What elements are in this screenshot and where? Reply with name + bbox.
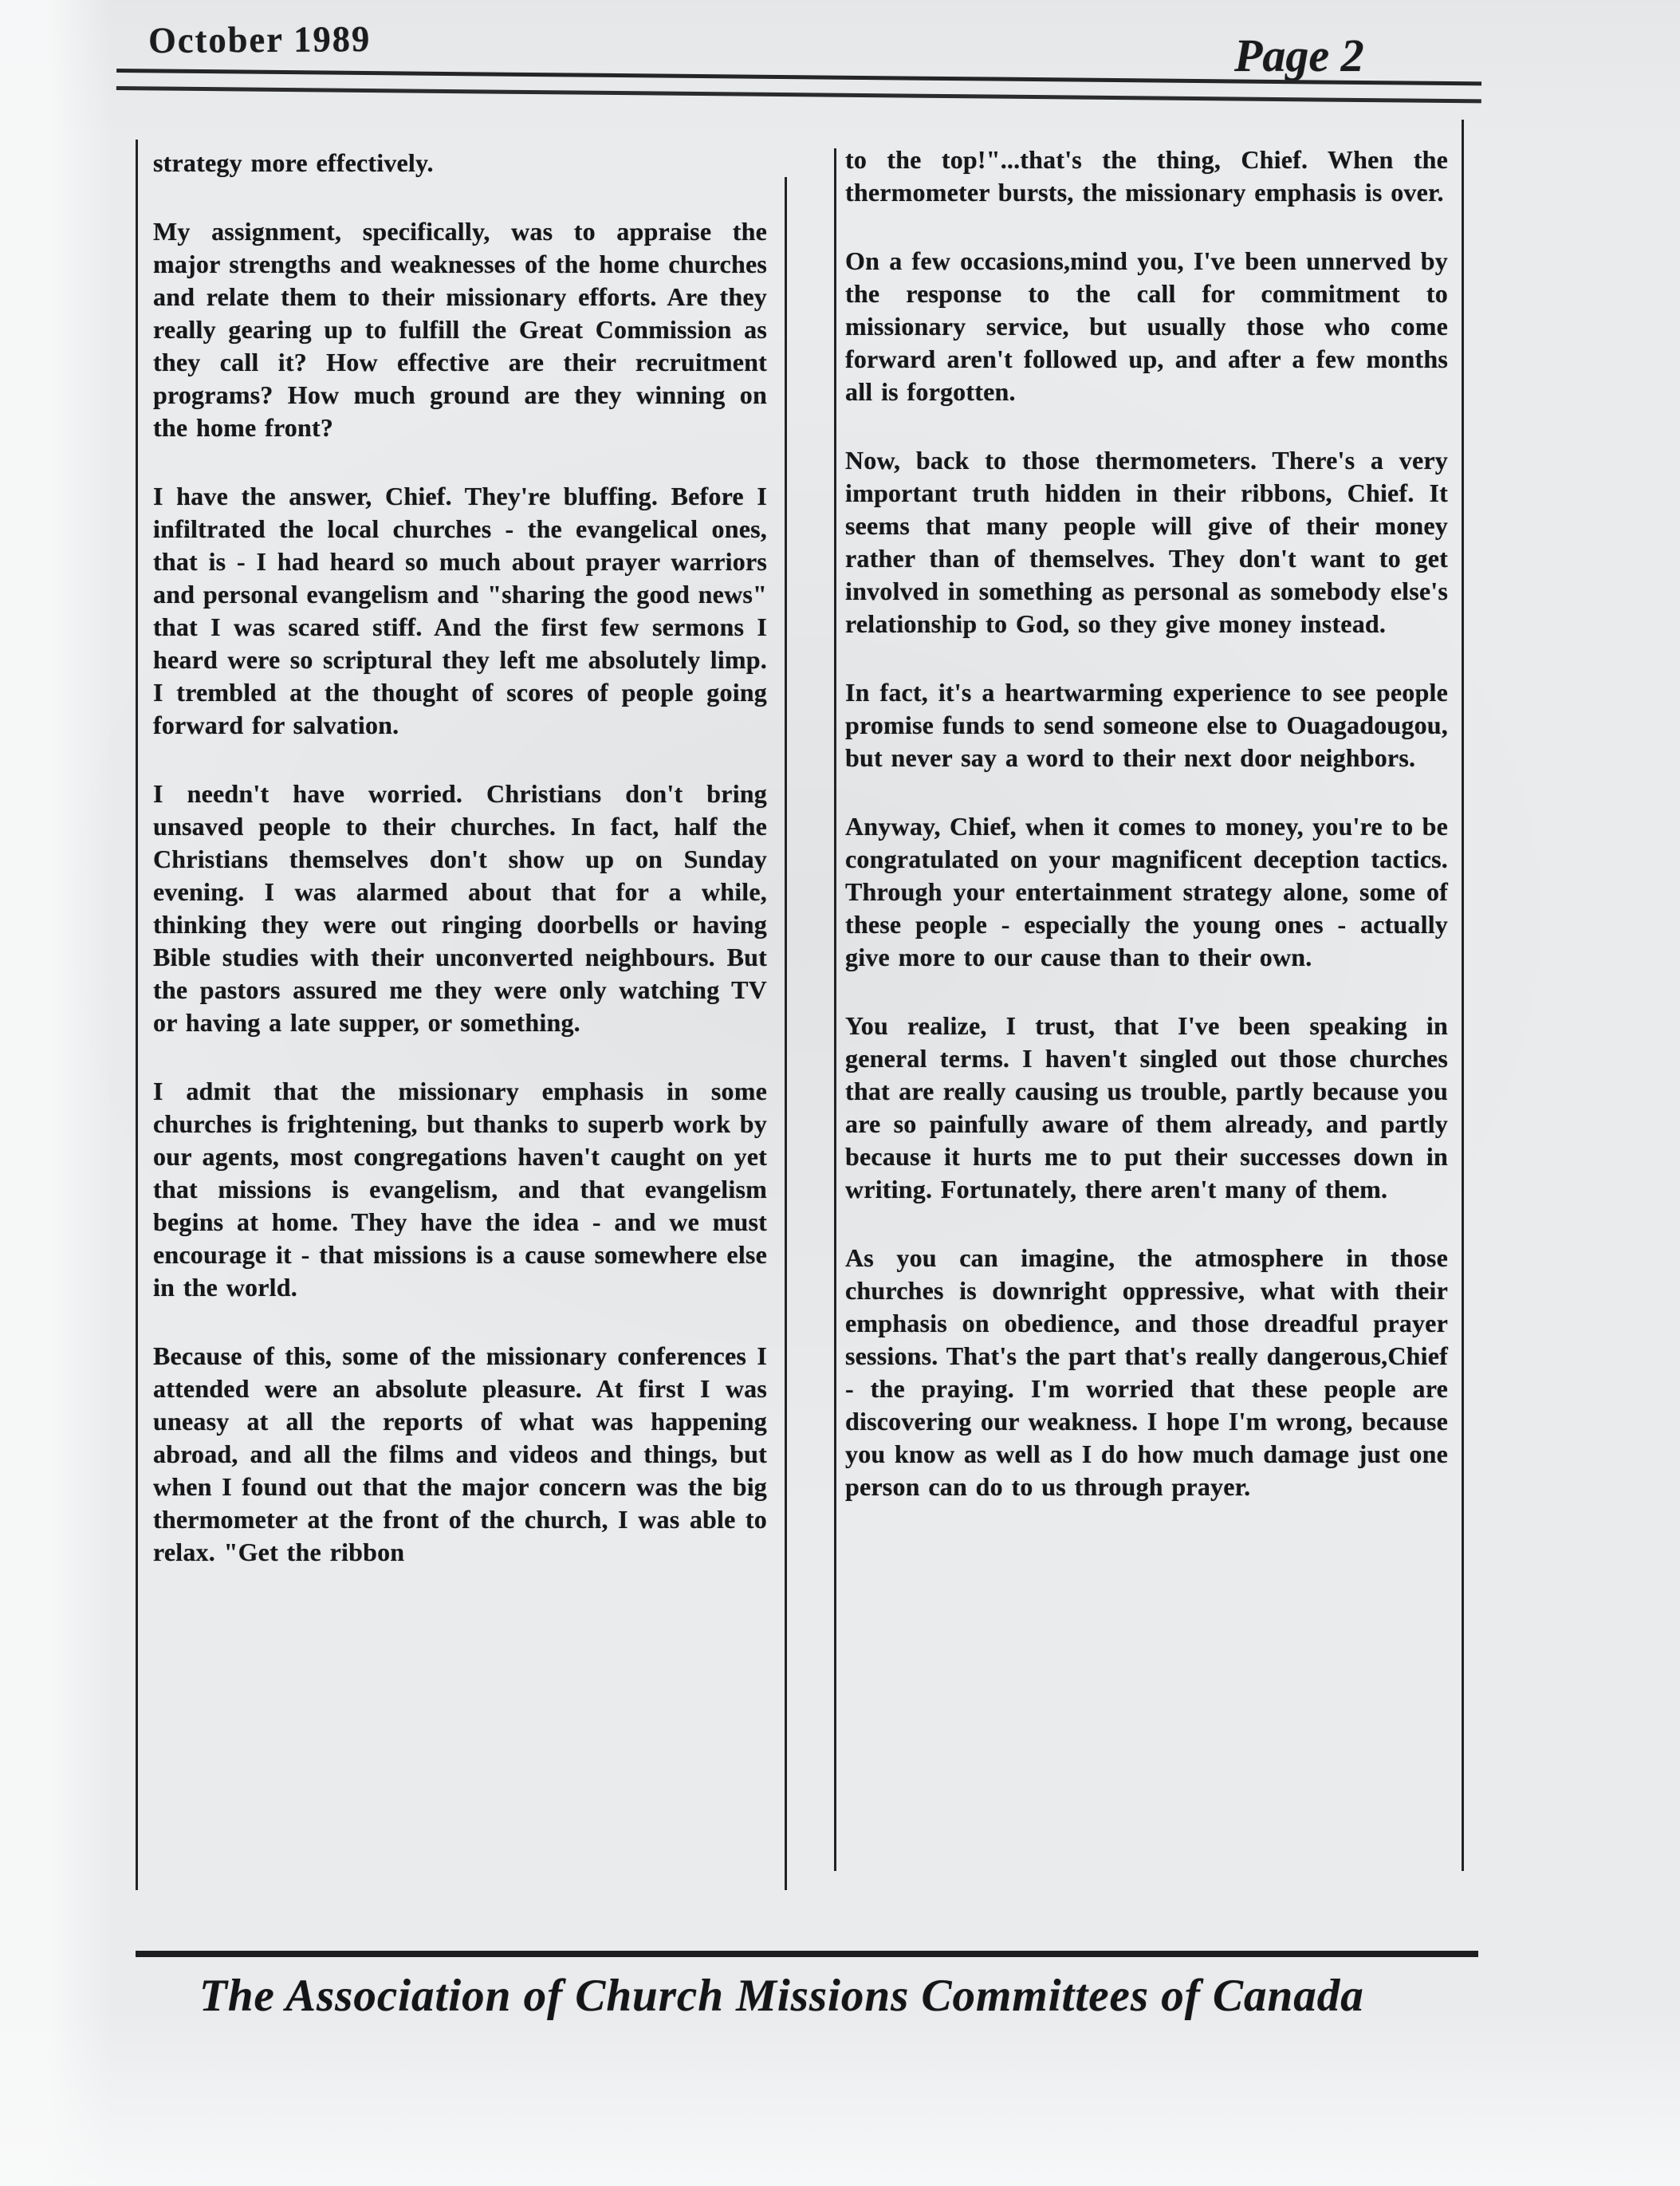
left-paragraph-4: I needn't have worried. Christians don't bring unsaved people to their churches. In fact, half the Christians themselves don't show up on Sunday evening. I was alarmed about that for a while, thinking they were out ringing doorbells or having Bible studies with their unconverted neighbours. But the pastors assured me they were only watching TV or having a late supper, or something.	[153, 779, 767, 1037]
page-number: Page 2	[1234, 30, 1364, 81]
left-paragraph-3: I have the answer, Chief. They're bluffing. Before I infiltrated the local churches - the evangelical ones, that is - I had heard so much about prayer warriors and personal evangelism and "sharing the good news" that I was scared stiff. And the first few sermons I heard were so scriptural they left me absolutely limp. I trembled at the thought of scores of people going forward for salvation.	[153, 482, 768, 739]
left-paragraph-6: Because of this, some of the missionary conferences I attended were an absolute pleasure. At first I was uneasy at all the reports of what was happening abroad, and all the films and videos and things, but when I found out that the major concern was the big thermometer at the front of the church, I was able to relax. "Get the ribbon	[153, 1341, 767, 1566]
right-paragraph-3: Now, back to those thermometers. There's a very important truth hidden in their ribbons, Chief. It seems that many people will give of their money rather than of themselves. They don't want to get involved in something as personal as somebody else's relationship to God, so they give money instead.	[845, 446, 1448, 638]
left-column-left-rule	[136, 140, 138, 1890]
right-column-left-rule	[834, 148, 836, 1871]
right-paragraph-7: As you can imagine, the atmosphere in those churches is downright oppressive, what with their emphasis on obedience, and those dreadful prayer sessions. That's the part that's really dangerous,Chief - the praying. I'm worried that these people are discovering our weakness. I hope I'm wrong, because you know as well as I do how much damage just one person can do to us through prayer.	[845, 1243, 1448, 1501]
left-paragraph-2: My assignment, specifically, was to appraise the major strengths and weaknesses of the home churches and relate them to their missionary efforts. Are they really gearing up to fulfill the Great Commission as they call it? How effective are their recruitment programs? How much ground are they winning on the home front?	[153, 217, 767, 442]
left-paragraph-5: I admit that the missionary emphasis in some churches is frightening, but thanks to superb work by our agents, most congregations haven't caught on yet that missions is evangelism, and that evangelism begins at home. They have the idea - and we must encourage it - that missions is a cause somewhere else in the world.	[153, 1077, 767, 1302]
left-paragraph-1: strategy more effectively.	[153, 148, 434, 177]
left-column	[153, 147, 767, 1569]
right-paragraph-1: to the top!"...that's the thing, Chief. When the thermometer bursts, the missionary emphasis is over.	[845, 145, 1448, 207]
right-paragraph-4: In fact, it's a heartwarming experience to see people promise funds to send someone else to Ouagadougou, but never say a word to their next door neighbors.	[845, 678, 1448, 772]
left-column-right-rule	[785, 177, 787, 1890]
footer-divider-rule	[136, 1951, 1478, 1957]
right-paragraph-5: Anyway, Chief, when it comes to money, you're to be congratulated on your magnificent deception tactics. Through your entertainment strategy alone, some of these people - especially the young ones - actually give more to our cause than to their own.	[845, 812, 1448, 971]
right-column	[845, 144, 1448, 1503]
footer-organization: The Association of Church Missions Committees of Canada	[199, 1971, 1364, 2021]
right-paragraph-2: On a few occasions,mind you, I've been unnerved by the response to the call for commitment to missionary service, but usually those who come forward aren't followed up, and after a few months all is forgotten.	[845, 246, 1448, 406]
header-date: October 1989	[148, 18, 372, 61]
right-column-right-rule	[1462, 120, 1464, 1871]
right-paragraph-6: You realize, I trust, that I've been speaking in general terms. I haven't singled out those churches that are really causing us trouble, partly because you are so painfully aware of them already, and partly because it hurts me to put their successes down in writing. Fortunately, there aren't many of them.	[845, 1011, 1448, 1203]
